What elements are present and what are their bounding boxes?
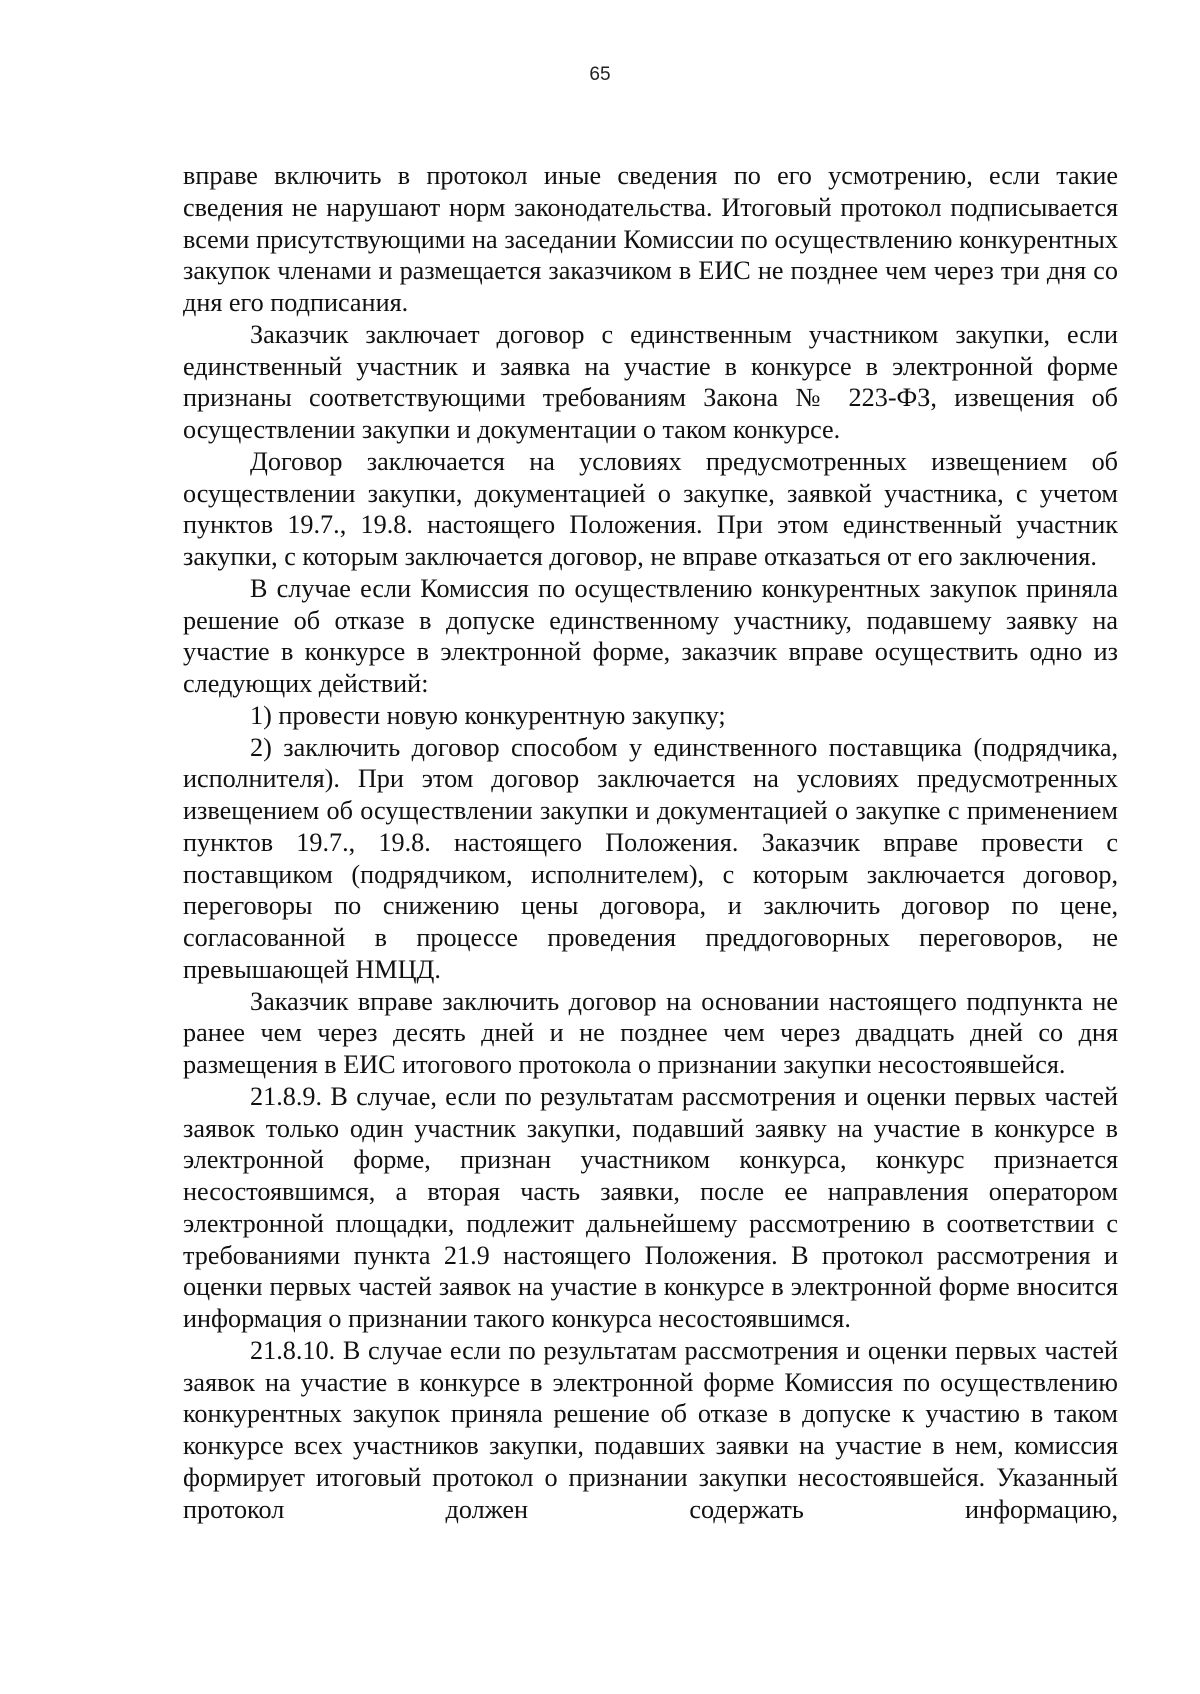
list-item-new-procurement: 1) провести новую конкурентную закупку;	[250, 700, 726, 730]
paragraph-continuation: вправе включить в протокол иные сведения по его усмотрению, если такие сведения не нарушают норм законодательства. Итоговый протокол подписывается всеми присутствующими на заседании Комиссии по осуществлению конкурентных закупок членами и размещается заказчиком в ЕИС не позднее чем через три дня со дня его подписания.	[183, 161, 1118, 317]
page-number: 65	[589, 64, 611, 85]
paragraph-admission-refusal: В случае если Комиссия по осуществлению конкурентных закупок приняла решение об отказе в допуске единственному участнику, подавшему заявку на участие в конкурсе в электронной форме, заказчик вправе осуществить одно из следующих действий:	[183, 573, 1118, 698]
paragraph-contract-single-participant: Заказчик заключает договор с единственным участником закупки, если единственный участник и заявка на участие в конкурсе в электронной форме признаны соответствующими требованиям Закона № 223-ФЗ, извещения об осуществлении закупки и документации о таком конкурсе.	[183, 319, 1118, 444]
list-item-single-supplier: 2) заключить договор способом у единственного поставщика (подрядчика, исполнителя). При этом договор заключается на условиях предусмотренных извещением об осуществлении закупки и документацией о закупке с применением пунктов 19.7., 19.8. настоящего Положения. Заказчик вправе провести с поставщиком (подрядчиком, исполнителем), с которым заключается договор, переговоры по снижению цены договора, и заключить договор по цене, согласованной в процессе проведения преддоговорных переговоров, не превышающей НМЦД.	[183, 732, 1118, 984]
clause-21-8-9: 21.8.9. В случае, если по результатам рассмотрения и оценки первых частей заявок только один участник закупки, подавший заявку на участие в конкурсе в электронной форме, признан участником конкурса, конкурс признается несостоявшимся, а вторая часть заявки, после ее направления оператором электронной площадки, подлежит дальнейшему рассмотрению в соответствии с требованиями пункта 21.9 настоящего Положения. В протокол рассмотрения и оценки первых частей заявок на участие в конкурсе в электронной форме вносится информация о признании такого конкурса несостоявшимся.	[183, 1081, 1118, 1333]
clause-21-8-10: 21.8.10. В случае если по результатам рассмотрения и оценки первых частей заявок на участие в конкурсе в электронной форме Комиссия по осуществлению конкурентных закупок приняла решение об отказе в допуске к участию в таком конкурсе всех участников закупки, подавших заявки на участие в нем, комиссия формирует итоговый протокол о признании закупки несостоявшейся. Указанный протокол должен содержать информацию,	[183, 1335, 1118, 1524]
document-body	[183, 160, 1118, 1525]
paragraph-contract-timing: Заказчик вправе заключить договор на основании настоящего подпункта не ранее чем через десять дней и не позднее чем через двадцать дней со дня размещения в ЕИС итогового протокола о признании закупки несостоявшейся.	[183, 986, 1118, 1079]
paragraph-contract-conditions: Договор заключается на условиях предусмотренных извещением об осуществлении закупки, документацией о закупке, заявкой участника, с учетом пунктов 19.7., 19.8. настоящего Положения. При этом единственный участник закупки, с которым заключается договор, не вправе отказаться от его заключения.	[183, 446, 1118, 571]
